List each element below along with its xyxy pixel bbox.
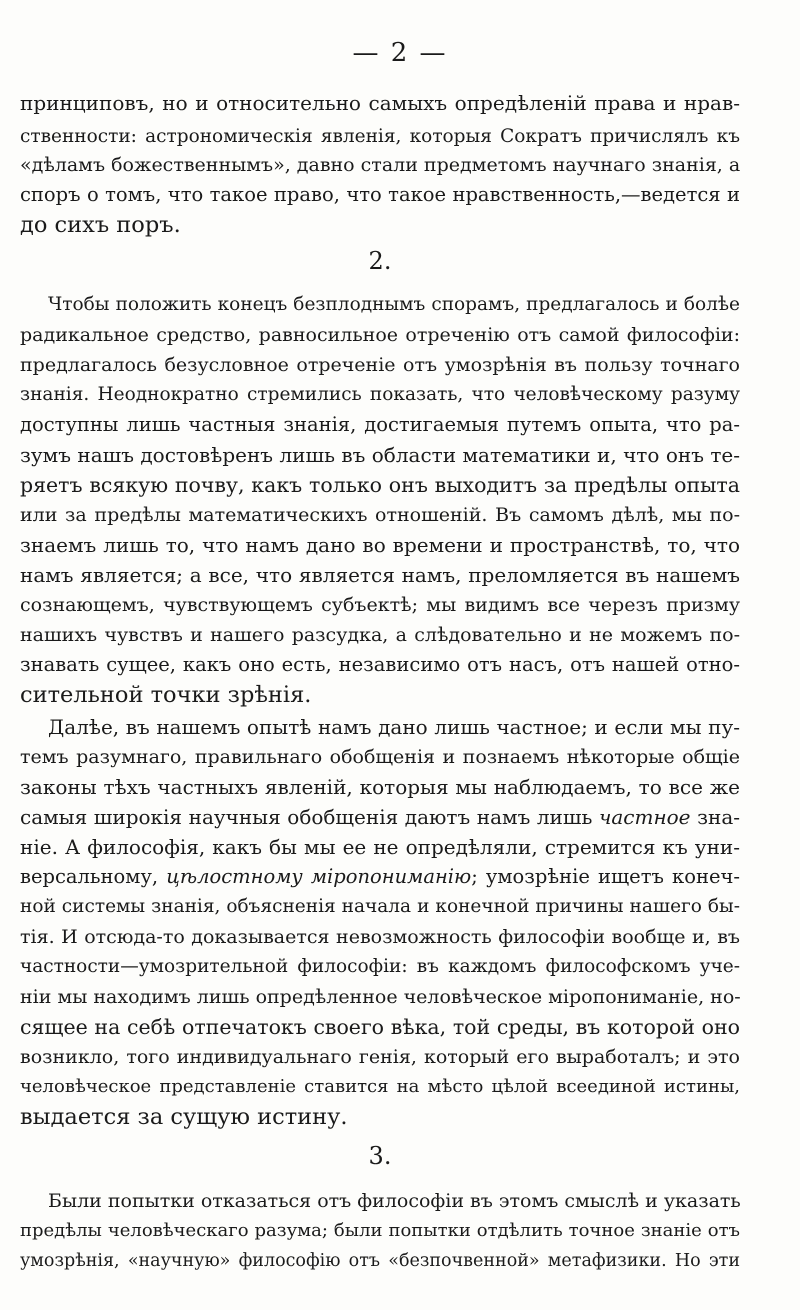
text-line: выдается за сущую истину. [20, 1104, 348, 1130]
text-line [20, 862, 740, 892]
text-line [20, 802, 740, 832]
text-line: доступны лишь частныя знанія, достигаемыя путемъ опыта, что ра- [20, 413, 740, 436]
text-line: возникло, того индивидуальнаго генія, который его выработалъ; и это [20, 1046, 740, 1068]
text-line: сознающемъ, чувствующемъ субъектѣ; мы видимъ все черезъ призму [20, 594, 740, 616]
text-line: темъ разумнаго, правильнаго обобщенія и познаемъ нѣкоторые общіе [20, 746, 740, 768]
text-fragment: ; умозрѣніе ищетъ конеч- [471, 865, 740, 888]
text-line: тія. И отсюда-то доказывается невозможность философіи вообще и, въ [20, 926, 740, 948]
text-fragment: версальному, [20, 865, 159, 888]
text-line: споръ о томъ, что такое право, что такое нравственность,—ведется и [20, 183, 740, 206]
text-line: Далѣе, въ нашемъ опытѣ намъ дано лишь частное; и если мы пу- [48, 715, 740, 739]
text-line: зумъ нашъ достовѣренъ лишь въ области математики и, что онъ те- [20, 443, 740, 467]
text-fragment: самыя широкія научныя обобщенія даютъ намъ лишь [20, 805, 593, 829]
text-fragment: зна- [690, 805, 741, 829]
text-line: нашихъ чувствъ и нашего разсудка, а слѣдовательно и не можемъ по- [20, 624, 740, 646]
emphasis-text: частное [598, 805, 691, 829]
text-line: или за предѣлы математическихъ отношеній. Въ самомъ дѣлѣ, мы по- [20, 504, 740, 526]
text-line: ственности: астрономическія явленія, которыя Сократъ причислялъ къ [20, 126, 740, 147]
text-line: знанія. Неоднократно стремились показать, что человѣческому разуму [20, 384, 740, 405]
text-line: предѣлы человѣческаго разума; были попытки отдѣлить точное знаніе отъ [20, 1220, 740, 1241]
text-line: частности—умозрительной философіи: въ каждомъ философскомъ уче- [20, 956, 740, 977]
text-line: сящее на себѣ отпечатокъ своего вѣка, той среды, въ которой оно [20, 1015, 740, 1039]
text-line: «дѣламъ божественнымъ», давно стали предметомъ научнаго знанія, а [20, 154, 741, 176]
emphasis-text: цѣлостному міропониманію [166, 865, 472, 888]
section-number: 3. [368, 1142, 392, 1170]
text-line: законы тѣхъ частныхъ явленій, которыя мы наблюдаемъ, то все же [20, 775, 740, 799]
text-line: радикальное средство, равносильное отреченію отъ самой философіи: [20, 324, 740, 346]
text-line: принциповъ, но и относительно самыхъ опредѣленій права и нрав- [20, 91, 740, 115]
text-line: предлагалось безусловное отреченіе отъ умозрѣнія въ пользу точнаго [20, 354, 740, 376]
text-line: человѣческое представленіе ставится на мѣсто цѣлой всеединой истины, [20, 1076, 740, 1097]
text-line: ніи мы находимъ лишь опредѣленное человѣческое міропониманіе, но- [20, 986, 741, 1008]
text-line: сительной точки зрѣнія. [20, 682, 312, 708]
text-line: Чтобы положить конецъ безплоднымъ спорамъ, предлагалось и болѣе [48, 294, 740, 315]
text-line: ніе. А философія, какъ бы мы ее не опредѣляли, стремится къ уни- [20, 835, 740, 859]
text-line: ряетъ всякую почву, какъ только онъ выходитъ за предѣлы опыта [20, 473, 740, 497]
text-line: знавать сущее, какъ оно есть, независимо отъ насъ, отъ нашей отно- [20, 653, 740, 676]
text-line: ной системы знанія, объясненія начала и конечной причины нашего бы- [20, 896, 740, 917]
page-number: — 2 — [352, 38, 448, 68]
text-line: намъ является; а все, что является намъ, преломляется въ нашемъ [20, 563, 740, 587]
text-line: до сихъ поръ. [20, 212, 181, 238]
text-line: знаемъ лишь то, что намъ дано во времени и пространствѣ, то, что [20, 533, 740, 557]
section-number: 2. [368, 247, 392, 275]
text-line: Были попытки отказаться отъ философіи въ этомъ смыслѣ и указать [48, 1190, 741, 1212]
text-line: умозрѣнія, «научную» философію отъ «безпочвенной» метафизики. Но эти [20, 1251, 740, 1271]
